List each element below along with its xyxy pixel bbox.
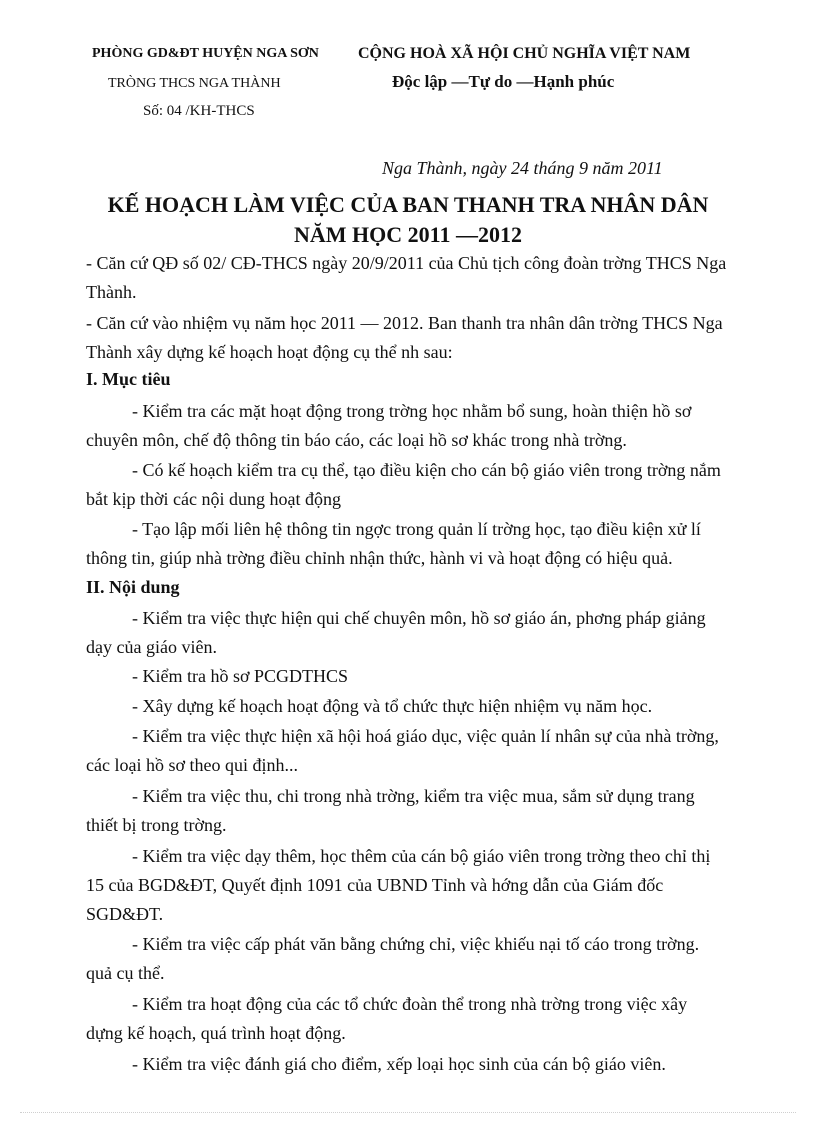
document-title: KẾ HOẠCH LÀM VIỆC CỦA BAN THANH TRA NHÂN DÂN [107,192,709,217]
department-name: PHÒNG GD&ĐT HUYỆN NGA SƠN [92,46,319,61]
section-heading: I. Mục tiêu [86,369,171,389]
list-item: - Kiểm tra việc thu, chi trong nhà trờng, kiểm tra việc mua, sắm sử dụng trang thiết bị trong trờng. [86,786,695,835]
national-motto: Độc lập —Tự do —Hạnh phúc [392,72,615,91]
document-subtitle: NĂM HỌC 2011 —2012 [294,222,522,247]
list-item: - Kiểm tra việc cấp phát văn bằng chứng chỉ, việc khiếu nại tố cáo trong trờng. quả cụ thể. [86,934,700,983]
intro-paragraph: - Căn cứ QĐ số 02/ CĐ-THCS ngày 20/9/2011 của Chủ tịch công đoàn trờng THCS Nga Thành. [86,253,727,302]
intro-paragraph: - Căn cứ vào nhiệm vụ năm học 2011 — 2012. Ban thanh tra nhân dân trờng THCS Nga Thành xây dựng kế hoạch hoạt động cụ thể nh sau: [86,313,723,362]
document-number: Số: 04 /KH-THCS [143,103,255,119]
list-item: - Kiểm tra hồ sơ PCGDTHCS [132,666,349,686]
list-item: - Có kế hoạch kiểm tra cụ thể, tạo điều kiện cho cán bộ giáo viên trong trờng nắm bắt kịp thời các nội dung hoạt động [86,460,721,509]
school-name: TRÒNG THCS NGA THÀNH [108,76,281,91]
list-item: - Xây dựng kế hoạch hoạt động và tổ chức thực hiện nhiệm vụ năm học. [132,696,653,716]
list-item: - Kiểm tra việc thực hiện xã hội hoá giáo dục, việc quản lí nhân sự của nhà trờng, các loại hồ sơ theo qui định... [86,726,719,775]
page-bottom-divider [20,1112,796,1113]
list-item: - Kiểm tra việc đánh giá cho điểm, xếp loại học sinh của cán bộ giáo viên. [132,1054,666,1074]
country-name: CỘNG HOÀ XÃ HỘI CHỦ NGHĨA VIỆT NAM [358,45,691,62]
list-item: - Kiểm tra các mặt hoạt động trong trờng học nhằm bổ sung, hoàn thiện hồ sơ chuyên môn, chế độ thông tin báo cáo, các loại hồ sơ khác trong nhà trờng. [86,401,692,450]
list-item: - Kiểm tra hoạt động của các tổ chức đoàn thể trong nhà trờng trong việc xây dựng kế hoạch, quá trình hoạt động. [86,994,688,1043]
date-line: Nga Thành, ngày 24 tháng 9 năm 2011 [382,158,663,178]
section-heading: II. Nội dung [86,577,180,597]
list-item: - Tạo lập mối liên hệ thông tin ngợc trong quản lí trờng học, tạo điều kiện xử lí thông tin, giúp nhà trờng điều chỉnh nhận thức, hành vi và hoạt động có hiệu quả. [86,519,701,568]
list-item: - Kiểm tra việc dạy thêm, học thêm của cán bộ giáo viên trong trờng theo chỉ thị 15 của BGD&ĐT, Quyết định 1091 của UBND Tỉnh và hớng dẫn của Giám đốc SGD&ĐT. [86,846,711,924]
list-item: - Kiểm tra việc thực hiện qui chế chuyên môn, hồ sơ giáo án, phơng pháp giảng dạy của giáo viên. [86,608,706,657]
